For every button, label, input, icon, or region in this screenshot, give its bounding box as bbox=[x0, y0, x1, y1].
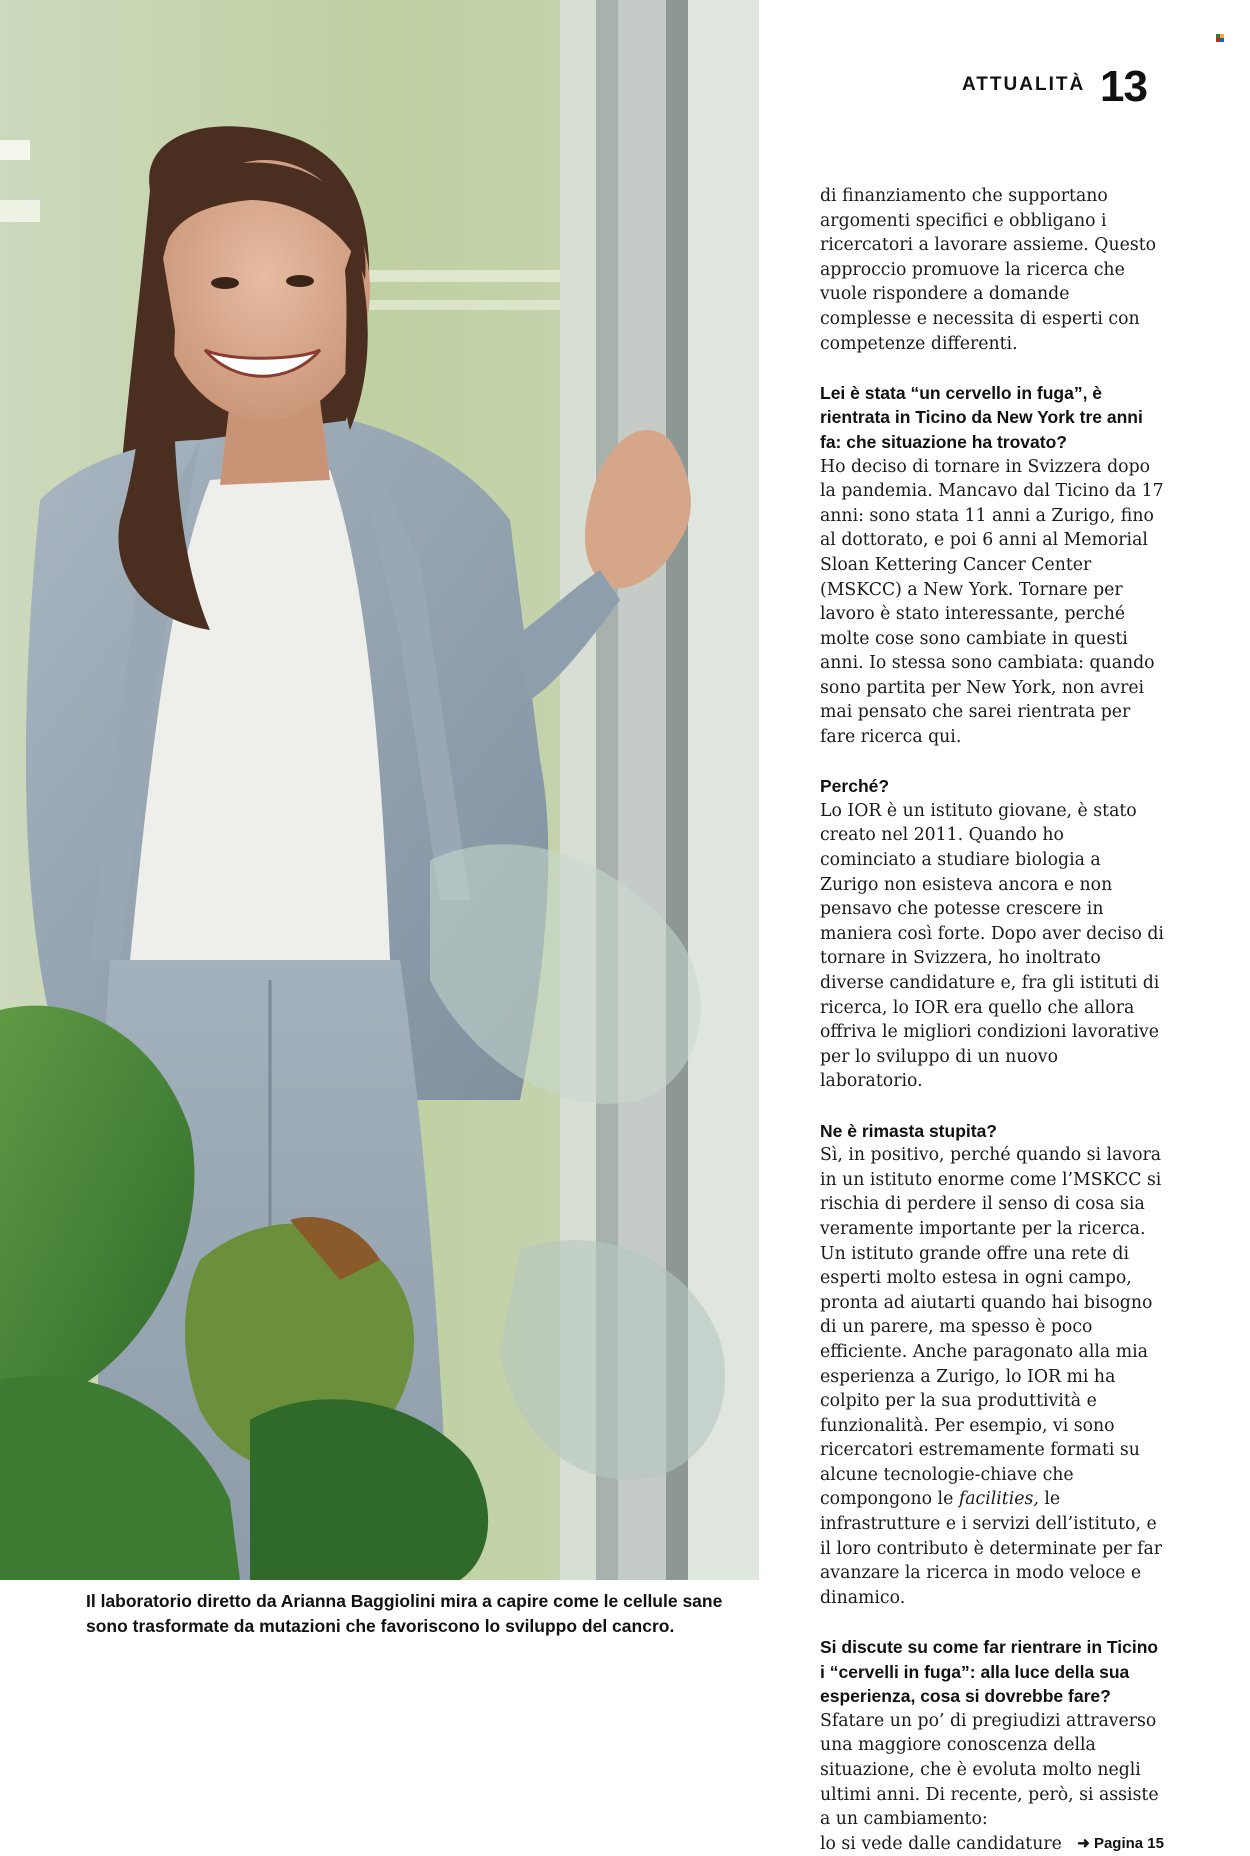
continue-page-link[interactable]: ➜ Pagina 15 bbox=[1077, 1834, 1164, 1852]
caption-line-1: Il laboratorio diretto da Arianna Baggiolini mira a capire come le cellule sane bbox=[86, 1591, 723, 1611]
answer-2: Lo IOR è un istituto giovane, è stato creato nel 2011. Quando ho cominciato a studiare biologia a Zurigo non esisteva ancora e non pensavo che potesse crescere in maniera così forte. Dopo aver deciso di tornare in Svizzera, ho inoltrato diverse candidature e, fra gli istituti di ricerca, lo IOR era quello che allora offriva le migliori condizioni lavorative per lo sviluppo di un nuovo laboratorio. bbox=[820, 800, 1164, 1092]
article-column bbox=[820, 184, 1164, 1856]
photo-caption bbox=[86, 1589, 726, 1639]
question-3: Ne è rimasta stupita? bbox=[820, 1120, 997, 1141]
color-registration-mark bbox=[1216, 34, 1224, 42]
answer-4-last-line bbox=[820, 1832, 1164, 1856]
page-number: 13 bbox=[1100, 62, 1147, 111]
answer-3-part-1: Sì, in positivo, perché quando si lavora in un istituto enorme come l’MSKCC si rischia di perdere il senso di cosa sia veramente importante per la ricerca. Un istituto grande offre una rete di esperti molto estesa in ogni campo, pronta ad aiutarti quando hai bisogno di un parere, ma spesso è poco efficiente. Anche paragonato alla mia esperienza a Zurigo, lo IOR mi ha colpito per la sua produttività e funzionalità. Per esempio, vi sono ricercatori estremamente formati su alcune tecnologie-chiave che compongono le bbox=[820, 1145, 1162, 1510]
question-1: Lei è stata “un cervello in fuga”, è rientrata in Ticino da New York tre anni fa: che situazione ha trovato? bbox=[820, 382, 1143, 452]
answer-4-last: lo si vede dalle candidature bbox=[820, 1833, 1062, 1854]
question-4: Si discute su come far rientrare in Ticino i “cervelli in fuga”: alla luce della sua esperienza, cosa si dovrebbe fare? bbox=[820, 1637, 1159, 1707]
answer-3-italic: facilities, bbox=[958, 1489, 1039, 1510]
answer-4: Sfatare un po’ di pregiudizi attraverso una maggiore conoscenza della situazione, che è evoluta molto negli ultimi anni. Di recente, però, si assiste a un cambiamento: bbox=[820, 1710, 1159, 1830]
question-2: Perché? bbox=[820, 776, 890, 797]
answer-1: Ho deciso di tornare in Svizzera dopo la pandemia. Mancavo dal Ticino da 17 anni: sono stata 11 anni a Zurigo, fino al dottorato, e poi 6 anni al Memorial Sloan Kettering Cancer Center (MSKCC) a New York. Tornare per lavoro è stato interessante, perché molte cose sono cambiate in questi anni. Io stessa sono cambiata: quando sono partita per New York, non avrei mai pensato che sarei rientrata per fare ricerca qui. bbox=[820, 456, 1164, 748]
section-label: ATTUALITÀ bbox=[962, 74, 1086, 95]
caption-line-2: sono trasformate da mutazioni che favoriscono lo sviluppo del cancro. bbox=[86, 1616, 675, 1636]
answer-3 bbox=[820, 1143, 1164, 1610]
article-intro: di finanziamento che supportano argomenti specifici e obbligano i ricercatori a lavorare assieme. Questo approccio promuove la ricerca che vuole rispondere a domande complesse e necessita di esperti con competenze differenti. bbox=[820, 186, 1157, 354]
answer-3-part-2: le infrastrutture e i servizi dell’istituto, e il loro contributo è determinate per far avanzare la ricerca in modo veloce e dinamico. bbox=[820, 1489, 1163, 1608]
